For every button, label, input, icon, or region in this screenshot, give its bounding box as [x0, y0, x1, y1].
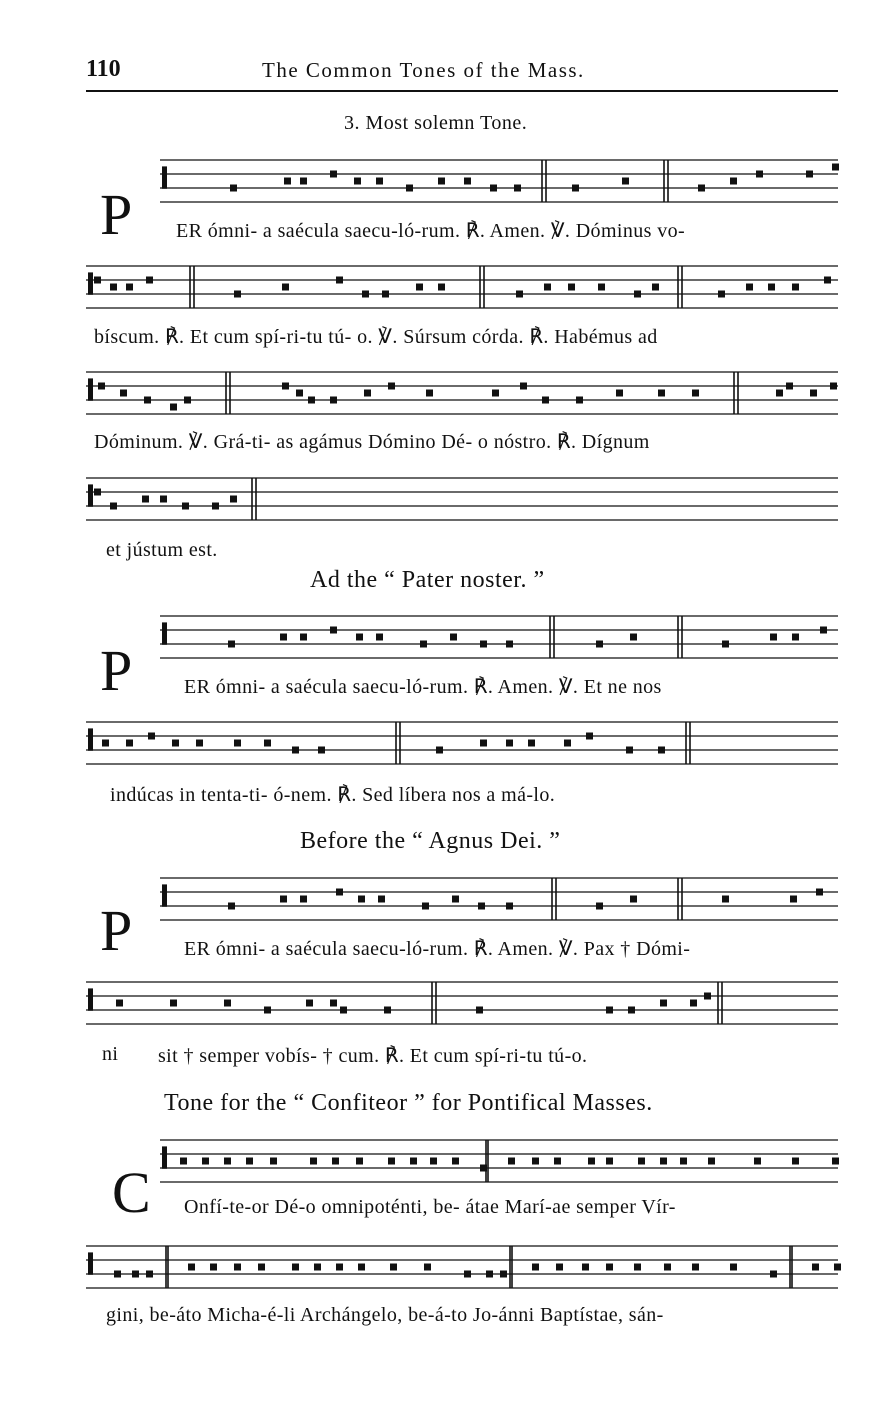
- neume: [358, 1264, 365, 1271]
- neume: [258, 1264, 265, 1271]
- neume: [832, 164, 839, 171]
- neume: [754, 1158, 761, 1165]
- neume: [606, 1158, 613, 1165]
- neume: [756, 171, 763, 178]
- neume: [450, 634, 457, 641]
- neume: [790, 896, 797, 903]
- neume: [514, 185, 521, 192]
- neume: [390, 1264, 397, 1271]
- staff-graphic: [86, 978, 838, 1032]
- neume: [436, 747, 443, 754]
- chant-staff: [160, 156, 838, 210]
- initial-p-2: P: [100, 638, 133, 703]
- neume: [102, 740, 109, 747]
- neume: [114, 1271, 121, 1278]
- neume: [506, 903, 513, 910]
- neume: [182, 503, 189, 510]
- neume: [196, 740, 203, 747]
- chant-staff: [160, 874, 838, 928]
- neume: [142, 496, 149, 503]
- neume: [792, 1158, 799, 1165]
- clef-mark: [88, 378, 93, 400]
- chant-staff: [86, 718, 838, 772]
- clef-mark: [88, 272, 93, 294]
- neume: [172, 740, 179, 747]
- neume: [144, 397, 151, 404]
- neume: [596, 641, 603, 648]
- neume: [110, 284, 117, 291]
- neume: [572, 185, 579, 192]
- staff-graphic: [86, 474, 838, 528]
- neume: [330, 627, 337, 634]
- neume: [824, 277, 831, 284]
- neume: [110, 503, 117, 510]
- lyric-line: et jústum est.: [106, 539, 218, 561]
- chant-staff: [86, 262, 838, 316]
- neume: [120, 390, 127, 397]
- neume: [564, 740, 571, 747]
- neume: [464, 1271, 471, 1278]
- neume: [812, 1264, 819, 1271]
- neume: [224, 1158, 231, 1165]
- clef-mark: [162, 884, 167, 906]
- neume: [336, 277, 343, 284]
- neume: [486, 1271, 493, 1278]
- neume: [224, 1000, 231, 1007]
- section-heading-confiteor: Tone for the “ Confiteor ” for Pontifical Masses.: [164, 1090, 653, 1116]
- neume: [438, 284, 445, 291]
- neume: [422, 903, 429, 910]
- neume: [464, 178, 471, 185]
- neume: [292, 1264, 299, 1271]
- neume: [184, 397, 191, 404]
- neume: [722, 641, 729, 648]
- neume: [148, 733, 155, 740]
- neume: [622, 178, 629, 185]
- neume: [420, 641, 427, 648]
- neume: [718, 291, 725, 298]
- neume: [170, 1000, 177, 1007]
- neume: [280, 896, 287, 903]
- staff-graphic: [86, 368, 838, 422]
- neume: [680, 1158, 687, 1165]
- neume: [378, 896, 385, 903]
- neume: [330, 1000, 337, 1007]
- lyric-line: ER ómni- a saécula saecu-ló-rum. ℟. Amen. ℣. Dóminus vo-: [176, 220, 686, 242]
- staff-graphic: [160, 156, 838, 210]
- staff-graphic: [86, 262, 838, 316]
- neume: [180, 1158, 187, 1165]
- neume: [698, 185, 705, 192]
- chant-staff: [86, 474, 838, 528]
- neume: [264, 740, 271, 747]
- neume: [330, 397, 337, 404]
- neume: [228, 903, 235, 910]
- neume: [362, 291, 369, 298]
- neume: [282, 383, 289, 390]
- neume: [532, 1264, 539, 1271]
- neume: [476, 1007, 483, 1014]
- neume: [704, 993, 711, 1000]
- neume: [516, 291, 523, 298]
- neume: [606, 1264, 613, 1271]
- neume: [792, 284, 799, 291]
- neume: [388, 1158, 395, 1165]
- neume: [508, 1158, 515, 1165]
- neume: [336, 889, 343, 896]
- neume: [230, 496, 237, 503]
- neume: [310, 1158, 317, 1165]
- neume: [810, 390, 817, 397]
- neume: [300, 896, 307, 903]
- neume: [806, 171, 813, 178]
- neume: [356, 1158, 363, 1165]
- chant-staff: [160, 612, 838, 666]
- neume: [228, 641, 235, 648]
- neume: [300, 178, 307, 185]
- neume: [832, 1158, 839, 1165]
- neume: [556, 1264, 563, 1271]
- clef-mark: [162, 1146, 167, 1168]
- neume: [430, 1158, 437, 1165]
- clef-mark: [162, 166, 167, 188]
- neume: [652, 284, 659, 291]
- neume: [280, 634, 287, 641]
- neume: [282, 284, 289, 291]
- neume: [332, 1158, 339, 1165]
- lyric-line: Dóminum. ℣. Grá-ti- as agámus Dómino Dé- o nóstro. ℟. Dígnum: [94, 431, 650, 453]
- neume: [588, 1158, 595, 1165]
- neume: [264, 1007, 271, 1014]
- lyric-line: sit † semper vobís- † cum. ℟. Et cum spí-ri-tu tú-o.: [158, 1045, 588, 1067]
- neume: [234, 740, 241, 747]
- neume: [480, 641, 487, 648]
- neume: [628, 1007, 635, 1014]
- neume: [658, 390, 665, 397]
- neume: [234, 291, 241, 298]
- staff-graphic: [86, 718, 838, 772]
- neume: [544, 284, 551, 291]
- neume: [292, 747, 299, 754]
- neume: [586, 733, 593, 740]
- neume: [708, 1158, 715, 1165]
- neume: [284, 178, 291, 185]
- neume: [364, 390, 371, 397]
- clef-mark: [88, 728, 93, 750]
- neume: [388, 383, 395, 390]
- neume: [132, 1271, 139, 1278]
- neume: [452, 896, 459, 903]
- neume: [834, 1264, 841, 1271]
- initial-c: C: [112, 1160, 151, 1225]
- neume: [94, 277, 101, 284]
- neume: [382, 291, 389, 298]
- neume: [690, 1000, 697, 1007]
- lyric-line: ER ómni- a saécula saecu-ló-rum. ℟. Amen. ℣. Et ne nos: [184, 676, 662, 698]
- neume: [638, 1158, 645, 1165]
- lyric-line: bíscum. ℟. Et cum spí-ri-tu tú- o. ℣. Súrsum córda. ℟. Habémus ad: [94, 326, 658, 348]
- section-heading-agnus-dei: Before the “ Agnus Dei. ”: [300, 828, 561, 854]
- neume: [630, 896, 637, 903]
- neume: [246, 1158, 253, 1165]
- neume: [816, 889, 823, 896]
- chant-staff: [86, 1242, 838, 1296]
- neume: [230, 185, 237, 192]
- neume: [746, 284, 753, 291]
- page-number: 110: [86, 56, 121, 82]
- neume: [606, 1007, 613, 1014]
- neume: [722, 896, 729, 903]
- neume: [616, 390, 623, 397]
- neume: [634, 291, 641, 298]
- neume: [234, 1264, 241, 1271]
- neume: [170, 404, 177, 411]
- neume: [94, 489, 101, 496]
- neume: [634, 1264, 641, 1271]
- neume: [786, 383, 793, 390]
- neume: [770, 634, 777, 641]
- neume: [692, 390, 699, 397]
- initial-p-1: P: [100, 182, 133, 247]
- neume: [318, 747, 325, 754]
- neume: [792, 634, 799, 641]
- neume: [358, 896, 365, 903]
- section-heading-pater-noster: Ad the “ Pater noster. ”: [310, 567, 545, 593]
- neume: [356, 634, 363, 641]
- neume: [98, 383, 105, 390]
- neume: [582, 1264, 589, 1271]
- neume: [126, 284, 133, 291]
- neume: [500, 1271, 507, 1278]
- chant-staff: [86, 368, 838, 422]
- neume: [554, 1158, 561, 1165]
- neume: [480, 740, 487, 747]
- neume: [406, 185, 413, 192]
- neume: [340, 1007, 347, 1014]
- neume: [202, 1158, 209, 1165]
- neume: [212, 503, 219, 510]
- lyric-line: gini, be-áto Micha-é-li Archángelo, be-á-to Jo-ánni Baptístae, sán-: [106, 1304, 664, 1326]
- neume: [146, 1271, 153, 1278]
- neume: [296, 390, 303, 397]
- neume: [568, 284, 575, 291]
- neume: [146, 277, 153, 284]
- neume: [384, 1007, 391, 1014]
- neume: [330, 171, 337, 178]
- neume: [376, 634, 383, 641]
- neume: [116, 1000, 123, 1007]
- lyric-line: Onfí-te-or Dé-o omnipoténti, be- átae Marí-ae semper Vír-: [184, 1196, 676, 1218]
- neume: [336, 1264, 343, 1271]
- clef-mark: [88, 988, 93, 1010]
- neume: [730, 178, 737, 185]
- lyric-line: indúcas in tenta-ti- ó-nem. ℟. Sed líbera nos a má-lo.: [110, 784, 556, 806]
- neume: [528, 740, 535, 747]
- neume: [424, 1264, 431, 1271]
- neume: [820, 627, 827, 634]
- neume: [410, 1158, 417, 1165]
- chant-staff: [86, 978, 838, 1032]
- neume: [626, 747, 633, 754]
- staff-graphic: [160, 1136, 838, 1190]
- neume: [506, 740, 513, 747]
- neume: [354, 178, 361, 185]
- lyric-line: ni: [102, 1043, 119, 1065]
- neume: [438, 178, 445, 185]
- neume: [160, 496, 167, 503]
- neume: [308, 397, 315, 404]
- neume: [416, 284, 423, 291]
- neume: [730, 1264, 737, 1271]
- neume: [830, 383, 837, 390]
- neume: [692, 1264, 699, 1271]
- neume: [426, 390, 433, 397]
- neume: [490, 185, 497, 192]
- neume: [576, 397, 583, 404]
- header-rule: [86, 90, 838, 92]
- neume: [188, 1264, 195, 1271]
- neume: [520, 383, 527, 390]
- neume: [658, 747, 665, 754]
- neume: [210, 1264, 217, 1271]
- staff-graphic: [86, 1242, 838, 1296]
- neume: [478, 903, 485, 910]
- chant-staff: [160, 1136, 838, 1190]
- neume: [598, 284, 605, 291]
- neume: [660, 1000, 667, 1007]
- neume: [314, 1264, 321, 1271]
- neume: [776, 390, 783, 397]
- clef-mark: [88, 1252, 93, 1274]
- neume: [770, 1271, 777, 1278]
- neume: [664, 1264, 671, 1271]
- neume: [126, 740, 133, 747]
- neume: [492, 390, 499, 397]
- staff-graphic: [160, 612, 838, 666]
- neume: [306, 1000, 313, 1007]
- neume: [630, 634, 637, 641]
- neume: [532, 1158, 539, 1165]
- neume: [660, 1158, 667, 1165]
- section-heading-most-solemn: 3. Most solemn Tone.: [344, 112, 528, 134]
- neume: [270, 1158, 277, 1165]
- neume: [480, 1165, 487, 1172]
- neume: [376, 178, 383, 185]
- clef-mark: [88, 484, 93, 506]
- neume: [542, 397, 549, 404]
- neume: [596, 903, 603, 910]
- clef-mark: [162, 622, 167, 644]
- lyric-line: ER ómni- a saécula saecu-ló-rum. ℟. Amen. ℣. Pax † Dómi-: [184, 938, 691, 960]
- running-title: The Common Tones of the Mass.: [262, 58, 585, 82]
- neume: [768, 284, 775, 291]
- initial-p-3: P: [100, 898, 133, 963]
- neume: [452, 1158, 459, 1165]
- neume: [300, 634, 307, 641]
- neume: [506, 641, 513, 648]
- staff-graphic: [160, 874, 838, 928]
